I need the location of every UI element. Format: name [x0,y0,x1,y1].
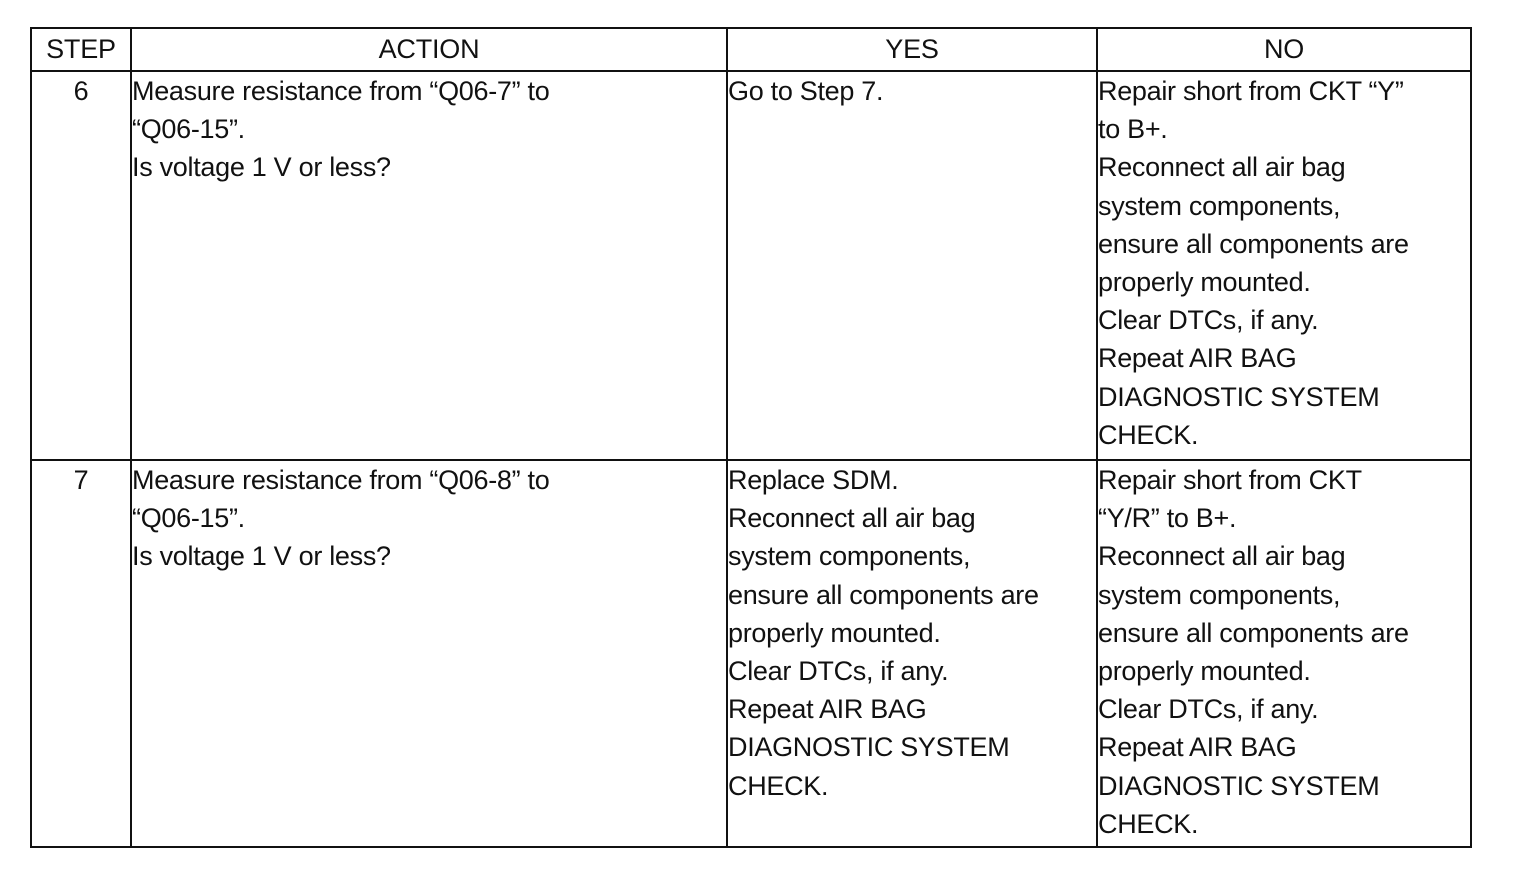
header-yes: YES [727,28,1097,71]
no-line: system components, [1098,190,1341,221]
header-no: NO [1097,28,1471,71]
header-step: STEP [31,28,131,71]
no-line: Clear DTCs, if any. [1098,305,1319,336]
no-line: Repair short from CKT [1098,465,1362,495]
no-line: Repair short from CKT “Y” [1098,76,1404,106]
no-line: DIAGNOSTIC SYSTEM [1098,770,1380,801]
yes-line: Go to Step 7. [728,76,884,106]
yes-line: properly mounted. [728,617,941,648]
diagnostic-table [30,27,1472,848]
yes-line: Replace SDM. [728,465,899,495]
yes-line: Repeat AIR BAG [728,694,927,725]
action-line: “Q06-15”. [132,503,245,534]
no-line: ensure all components are [1098,228,1409,259]
action-line: Measure resistance from “Q06-8” to [132,465,550,495]
no-line: properly mounted. [1098,656,1311,687]
no-line: DIAGNOSTIC SYSTEM [1098,381,1380,412]
no-line: Repeat AIR BAG [1098,732,1297,763]
action-line: Measure resistance from “Q06-7” to [132,76,550,106]
yes-cell [727,71,1097,460]
no-line: ensure all components are [1098,617,1409,648]
yes-line: Reconnect all air bag [728,503,976,534]
no-line: Clear DTCs, if any. [1098,694,1319,725]
yes-line: ensure all components are [728,579,1039,610]
no-line: properly mounted. [1098,267,1311,298]
no-line: CHECK. [1098,808,1199,839]
no-line: to B+. [1098,114,1168,145]
no-cell [1097,460,1471,847]
yes-line: system components, [728,541,971,572]
yes-line: CHECK. [728,770,829,801]
yes-cell [727,460,1097,847]
action-line: Is voltage 1 V or less? [132,541,391,572]
action-cell [131,71,727,460]
no-line: Reconnect all air bag [1098,541,1346,572]
action-cell [131,460,727,847]
action-line: “Q06-15”. [132,114,245,145]
yes-line: Clear DTCs, if any. [728,656,949,687]
table-row-step-7 [31,460,1471,847]
no-line: “Y/R” to B+. [1098,503,1237,534]
yes-line: DIAGNOSTIC SYSTEM [728,732,1010,763]
no-line: system components, [1098,579,1341,610]
no-line: Repeat AIR BAG [1098,343,1297,374]
no-cell [1097,71,1471,460]
step-number: 7 [31,460,131,847]
table-header-row [31,28,1471,71]
step-number: 6 [31,71,131,460]
table-row-step-6 [31,71,1471,460]
no-line: CHECK. [1098,419,1199,450]
no-line: Reconnect all air bag [1098,152,1346,183]
header-action: ACTION [131,28,727,71]
action-line: Is voltage 1 V or less? [132,152,391,183]
